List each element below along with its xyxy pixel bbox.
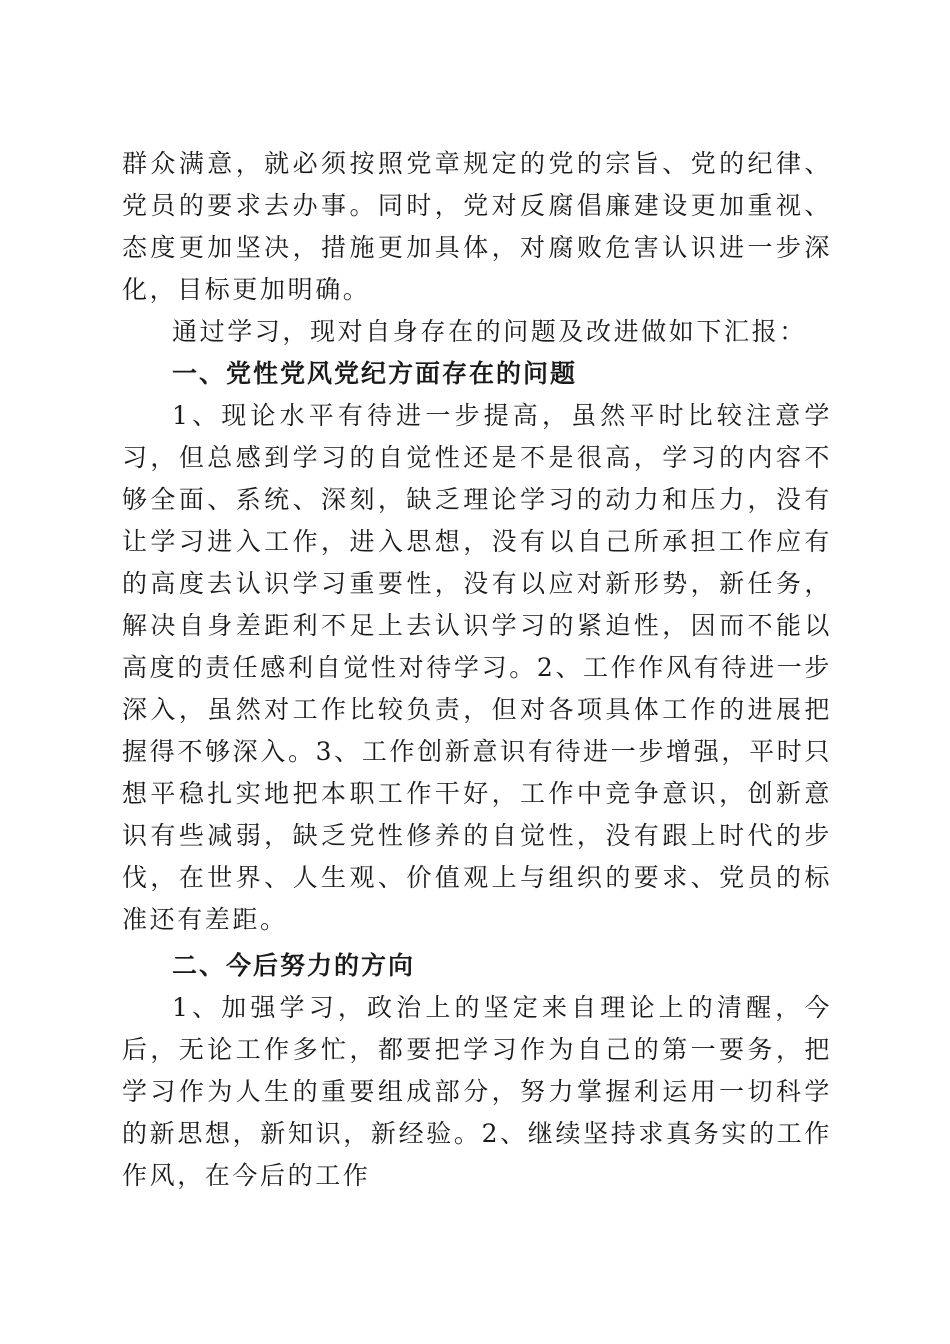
paragraph-report-intro: 通过学习，现对自身存在的问题及改进做如下汇报： xyxy=(172,317,807,346)
paragraph-problems: 1、现论水平有待进一步提高，虽然平时比较注意学习，但总感到学习的自觉性还是不是很高，学习的内容不够全面、系统、深刻，缺乏理论学习的动力和压力，没有让学习进入工作，进入思想，没有以自己所承担工作应有的高度去认识学习重要性，没有以应对新形势，新任务，解决自身差距利不足上去认识学习的紧迫性，因而不能以高度的责任感利自觉性对待学习。2、工作作风有待进一步深入，虽然对工作比较负责，但对各项具体工作的进展把握得不够深入。3、工作创新意识有待进一步增强，平时只想平稳扎实地把本职工作干好，工作中竞争意识，创新意识有些减弱，缺乏党性修养的自觉性，没有跟上时代的步伐，在世界、人生观、价值观上与组织的要求、党员的标准还有差距。 xyxy=(122,401,832,934)
section-heading-problems: 一、党性党风党纪方面存在的问题 xyxy=(172,359,578,388)
document-body xyxy=(122,143,832,1197)
section-heading-direction: 二、今后努力的方向 xyxy=(172,951,416,980)
paragraph-direction: 1、加强学习，政治上的坚定来自理论上的清醒，今后，无论工作多忙，都要把学习作为自己的第一要务，把学习作为人生的重要组成部分，努力掌握利运用一切科学的新思想，新知识，新经验。2、继续坚持求真务实的工作作风，在今后的工作 xyxy=(122,993,832,1190)
paragraph-intro-continuation: 群众满意，就必须按照党章规定的党的宗旨、党的纪律、党员的要求去办事。同时，党对反腐倡廉建设更加重视、态度更加坚决，措施更加具体，对腐败危害认识进一步深化，目标更加明确。 xyxy=(122,149,832,304)
